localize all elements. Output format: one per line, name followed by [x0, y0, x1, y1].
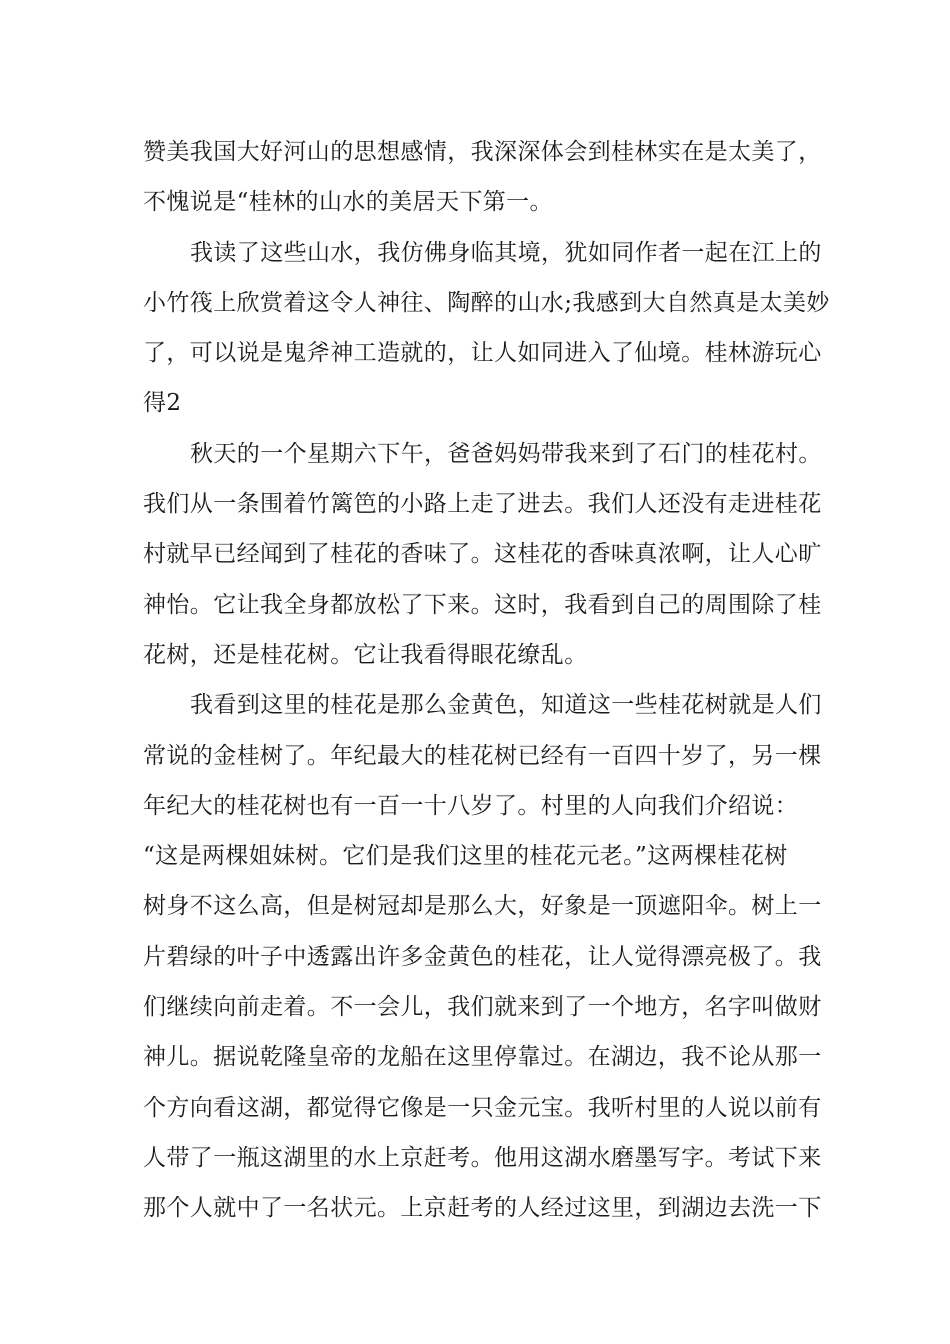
text-line: 我们从一条围着竹篱笆的小路上走了进去。我们人还没有走进桂花	[143, 491, 822, 518]
text-line: 年纪大的桂花树也有一百一十八岁了。村里的人向我们介绍说：	[143, 792, 799, 819]
text-line: 片碧绿的叶子中透露出许多金黄色的桂花，让人觉得漂亮极了。我	[143, 943, 822, 970]
text-line: 花树，还是桂花树。它让我看得眼花缭乱。	[143, 641, 588, 668]
text-line: 了，可以说是鬼斧神工造就的，让人如同进入了仙境。桂林游玩心	[143, 340, 822, 367]
text-line: 村就早已经闻到了桂花的香味了。这桂花的香味真浓啊，让人心旷	[143, 541, 822, 568]
text-line: 不愧说是“桂林的山水的美居天下第一。	[143, 189, 553, 216]
text-line: “这是两棵姐妹树。它们是我们这里的桂花元老。”这两棵桂花树	[143, 843, 788, 870]
document-body	[143, 127, 830, 1234]
text-line: 神儿。据说乾隆皇帝的龙船在这里停靠过。在湖边，我不论从那一	[143, 1044, 822, 1071]
text-line: 树身不这么高，但是树冠却是那么大，好象是一顶遮阳伞。树上一	[143, 893, 822, 920]
paragraph-start-line: 秋天的一个星期六下午，爸爸妈妈带我来到了石门的桂花村。	[190, 440, 822, 467]
text-line: 那个人就中了一名状元。上京赶考的人经过这里，到湖边去洗一下	[143, 1195, 822, 1222]
text-line: 得2	[143, 390, 182, 417]
text-line: 神怡。它让我全身都放松了下来。这时，我看到自己的周围除了桂	[143, 591, 822, 618]
paragraph-start-line: 我读了这些山水，我仿佛身临其境，犹如同作者一起在江上的	[190, 239, 822, 266]
text-line: 个方向看这湖，都觉得它像是一只金元宝。我听村里的人说以前有	[143, 1094, 822, 1121]
text-line: 常说的金桂树了。年纪最大的桂花树已经有一百四十岁了，另一棵	[143, 742, 822, 769]
text-line: 小竹筏上欣赏着这令人神往、陶醉的山水;我感到大自然真是太美妙	[143, 289, 830, 316]
paragraph-start-line: 我看到这里的桂花是那么金黄色，知道这一些桂花树就是人们	[190, 692, 822, 719]
text-line: 赞美我国大好河山的思想感情，我深深体会到桂林实在是太美了，	[143, 139, 822, 165]
text-line: 们继续向前走着。不一会儿，我们就来到了一个地方，名字叫做财	[143, 994, 822, 1021]
text-line: 人带了一瓶这湖里的水上京赶考。他用这湖水磨墨写字。考试下来	[143, 1144, 822, 1171]
